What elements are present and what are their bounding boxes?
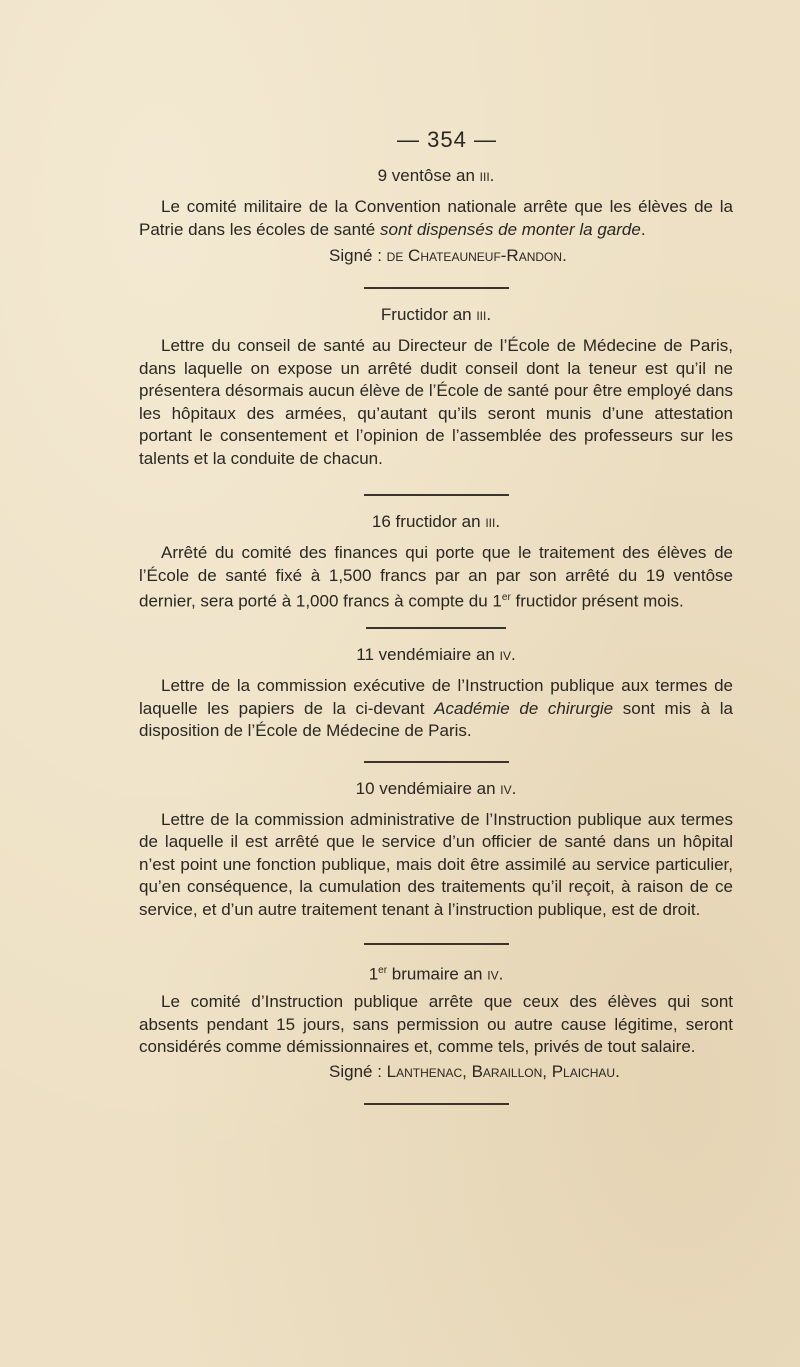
entry-paragraph: Le comité d’Instruction publique arrête que ceux des élèves qui sont absents pendant 15 jours, sans permission ou autre cause légitime, seront considérés comme démissionnaires et, comme tels, privés de tout salaire. (139, 992, 733, 1057)
entry-heading: 9 ventôse an iii. (377, 166, 495, 185)
entry-heading: 11 vendémiaire an iv. (356, 645, 516, 665)
entry-heading: 16 fructidor an iii. (371, 512, 501, 531)
entry-paragraph: Lettre du conseil de santé au Directeur de l’École de Médecine de Paris, dans laquelle on expose un arrêté dudit conseil dont la teneur est qu’il ne présentera désormais aucun élève de l’École de santé pour être employé dans les hôpitaux des armées, qu’autant qu’ils seront munis d’une attestation portant le consentement et l’opinion de l’assemblée des professeurs sur les talents et la conduite de chacun. (139, 336, 733, 468)
entry-heading: 1er brumaire an iv. (368, 964, 504, 984)
separator-rule (364, 761, 509, 763)
entry-3 (139, 508, 733, 613)
separator-rule (364, 287, 509, 289)
separator-rule (364, 943, 509, 945)
entry-paragraph: Le comité militaire de la Convention nationale arrête que les élèves de la Patrie dans les écoles de santé sont dispensés de monter la garde. (139, 197, 733, 239)
entry-paragraph: Arrêté du comité des finances qui porte que le traitement des élèves de l’École de santé fixé à 1,500 francs par an par son arrêté du 19 ventôse dernier, sera porté à 1,000 francs à compte du 1er fructidor présent mois. (139, 543, 733, 611)
entry-4 (139, 641, 733, 743)
page-number: — 354 — (397, 127, 497, 152)
entry-paragraph: Lettre de la commission administrative de l’Instruction publique aux termes de laquelle il est arrêté que le service d’un officier de santé dans un hôpital n’est point une fonction publique, mais doit être assimilé au service particulier, qu’en conséquence, la cumulation des traitements qu’il reçoit, à raison de ce service, et d’un autre traitement tenant à l’instruction publique, est de droit. (139, 809, 733, 919)
separator-rule (366, 627, 506, 629)
entry-heading: 10 vendémiaire an iv. (355, 778, 517, 798)
entry-1 (139, 162, 733, 269)
entry-heading: Fructidor an iii. (380, 305, 492, 324)
signature: Signé : Lanthenac, Baraillon, Plaichau. (329, 1061, 620, 1081)
entry-6 (139, 957, 733, 1085)
signature: Signé : de Chateauneuf-Randon. (329, 246, 567, 265)
separator-rule (364, 494, 509, 496)
separator-rule (364, 1103, 509, 1105)
document-page (139, 124, 733, 1105)
entry-5 (139, 775, 733, 922)
entry-paragraph: Lettre de la commission exécutive de l’Instruction publique aux termes de laquelle les papiers de la ci-devant Académie de chirurgie sont mis à la disposition de l’École de Médecine de Paris. (139, 676, 733, 741)
entry-2 (139, 301, 733, 470)
